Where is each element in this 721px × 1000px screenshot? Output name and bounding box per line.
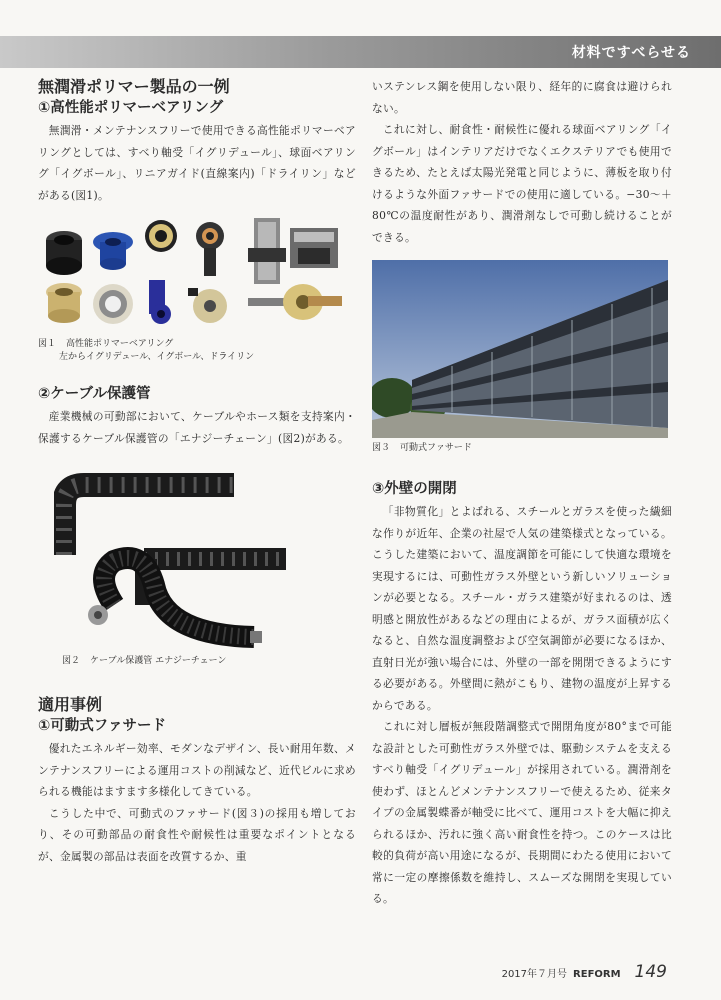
header-title: 材料ですべらせる [571, 45, 691, 61]
left-column [38, 76, 356, 867]
cable-chain-image [54, 465, 314, 651]
bearing-products-image [38, 218, 343, 330]
figure-1-caption-line2: 左からイグリデュール、イグボール、ドライリン [59, 352, 255, 362]
paragraph-wall-1: 「非物質化」とよばれる、スチールとガラスを使った繊細な作りが近年、企業の社屋で人気の建築様式となっている。こうした建築において、温度調節を可能にして快適な環境を実現するには、可動性ガラス外壁という新しいソリューションが必要となる。スチール・ガラス建築が好まれるのは、透明感と開放性があるなどの理由によるが、ガラス面積が広くなると、自然な温度調整および空気調節が必要になるほか、直射日光が強い場合には、外壁の一部を開閉できるようにする必要がある。外壁間に熱がこもり、建物の温度が上昇するからである。 [372, 505, 672, 712]
figure-1-photo [38, 218, 343, 330]
facade-building-image [372, 260, 668, 438]
section-title: 無潤滑ポリマー製品の一例 [38, 77, 230, 96]
figure-3-number: 図３ [372, 443, 391, 453]
footer [502, 962, 667, 982]
figure-2-caption-text: ケーブル保護管 エナジーチェーン [90, 656, 227, 666]
footer-issue: 2017年７月号 [501, 969, 568, 980]
page-number: 149 [634, 962, 667, 982]
figure-3-caption [372, 442, 672, 455]
footer-magazine: REFORM [573, 969, 621, 980]
header-bar [0, 36, 721, 68]
figure-2-photo [54, 465, 354, 651]
figure-3-caption-text: 可動式ファサード [400, 443, 472, 453]
figure-3-photo [372, 260, 668, 438]
paragraph-facade-2: こうした中で、可動式のファサード(図３)の採用も増しており、その可動部品の耐食性や耐候性は重要なポイントとなるが、金属製の部品は表面を改質するか、重 [38, 806, 356, 863]
paragraph-facade-1: 優れたエネルギー効率、モダンなデザイン、長い耐用年数、メンテナンスフリーによる運用コストの削減など、近代ビルに求められる機能はますます多様化してきている。 [38, 742, 356, 798]
paragraph-bearing: 無潤滑・メンテナンスフリーで使用できる高性能ポリマーベアリングとしては、すべり軸受「イグリデュール」、球面ベアリング「イグボール」、リニアガイド(直線案内)「ドライリン」などがある(図1)。 [38, 124, 356, 202]
application-title: 適用事例 [38, 695, 103, 714]
subsection-heading-cable: ②ケーブル保護管 [38, 386, 151, 402]
paragraph-cable: 産業機械の可動部において、ケーブルやホース類を支持案内・保護するケーブル保護管の「エナジーチェーン」(図2)がある。 [38, 410, 356, 445]
figure-1-number: 図１ [38, 339, 57, 349]
figure-2-number: 図２ [62, 656, 81, 666]
subsection-heading-wall: ③外壁の開閉 [372, 481, 457, 497]
figure-1-caption-line1: 高性能ポリマーベアリング [66, 339, 174, 349]
subsection-heading-facade: ①可動式ファサード [38, 718, 166, 734]
paragraph-continuation: いステンレス鋼を使用しない限り、経年的に腐食は避けられない。 [372, 80, 672, 115]
subsection-heading-bearing: ①高性能ポリマーベアリング [38, 100, 224, 116]
paragraph-igubal-exterior: これに対し、耐食性・耐候性に優れる球面ベアリング「イグボール」はインテリアだけでなくエクステリアでも使用できるため、たとえば太陽光発電と同じように、薄板を取り付けるような外面ファサードでの使用に適している。−30～＋80℃の温度耐性があり、潤滑剤なしで可動し続けることができる。 [372, 123, 672, 244]
figure-2-caption [62, 655, 356, 668]
right-column [372, 76, 672, 910]
paragraph-wall-2: これに対し層板が無段階調整式で開閉角度が80°まで可能な設計とした可動性ガラス外壁では、駆動システムを支えるすべり軸受「イグリデュール」が採用されている。潤滑剤を使わず、ほとんどメンテナンスフリーで使えるため、従来タイプの金属製蝶番が軸受に比べて、運用コストを大幅に抑えられるほか、汚れに強く高い耐食性を持つ。このケースは比較的負荷が高い用途になるが、長期間にわたる使用において常に一定の摩擦係数を維持し、スムーズな開閉を実現している。 [372, 720, 672, 905]
figure-1-caption [38, 338, 356, 364]
